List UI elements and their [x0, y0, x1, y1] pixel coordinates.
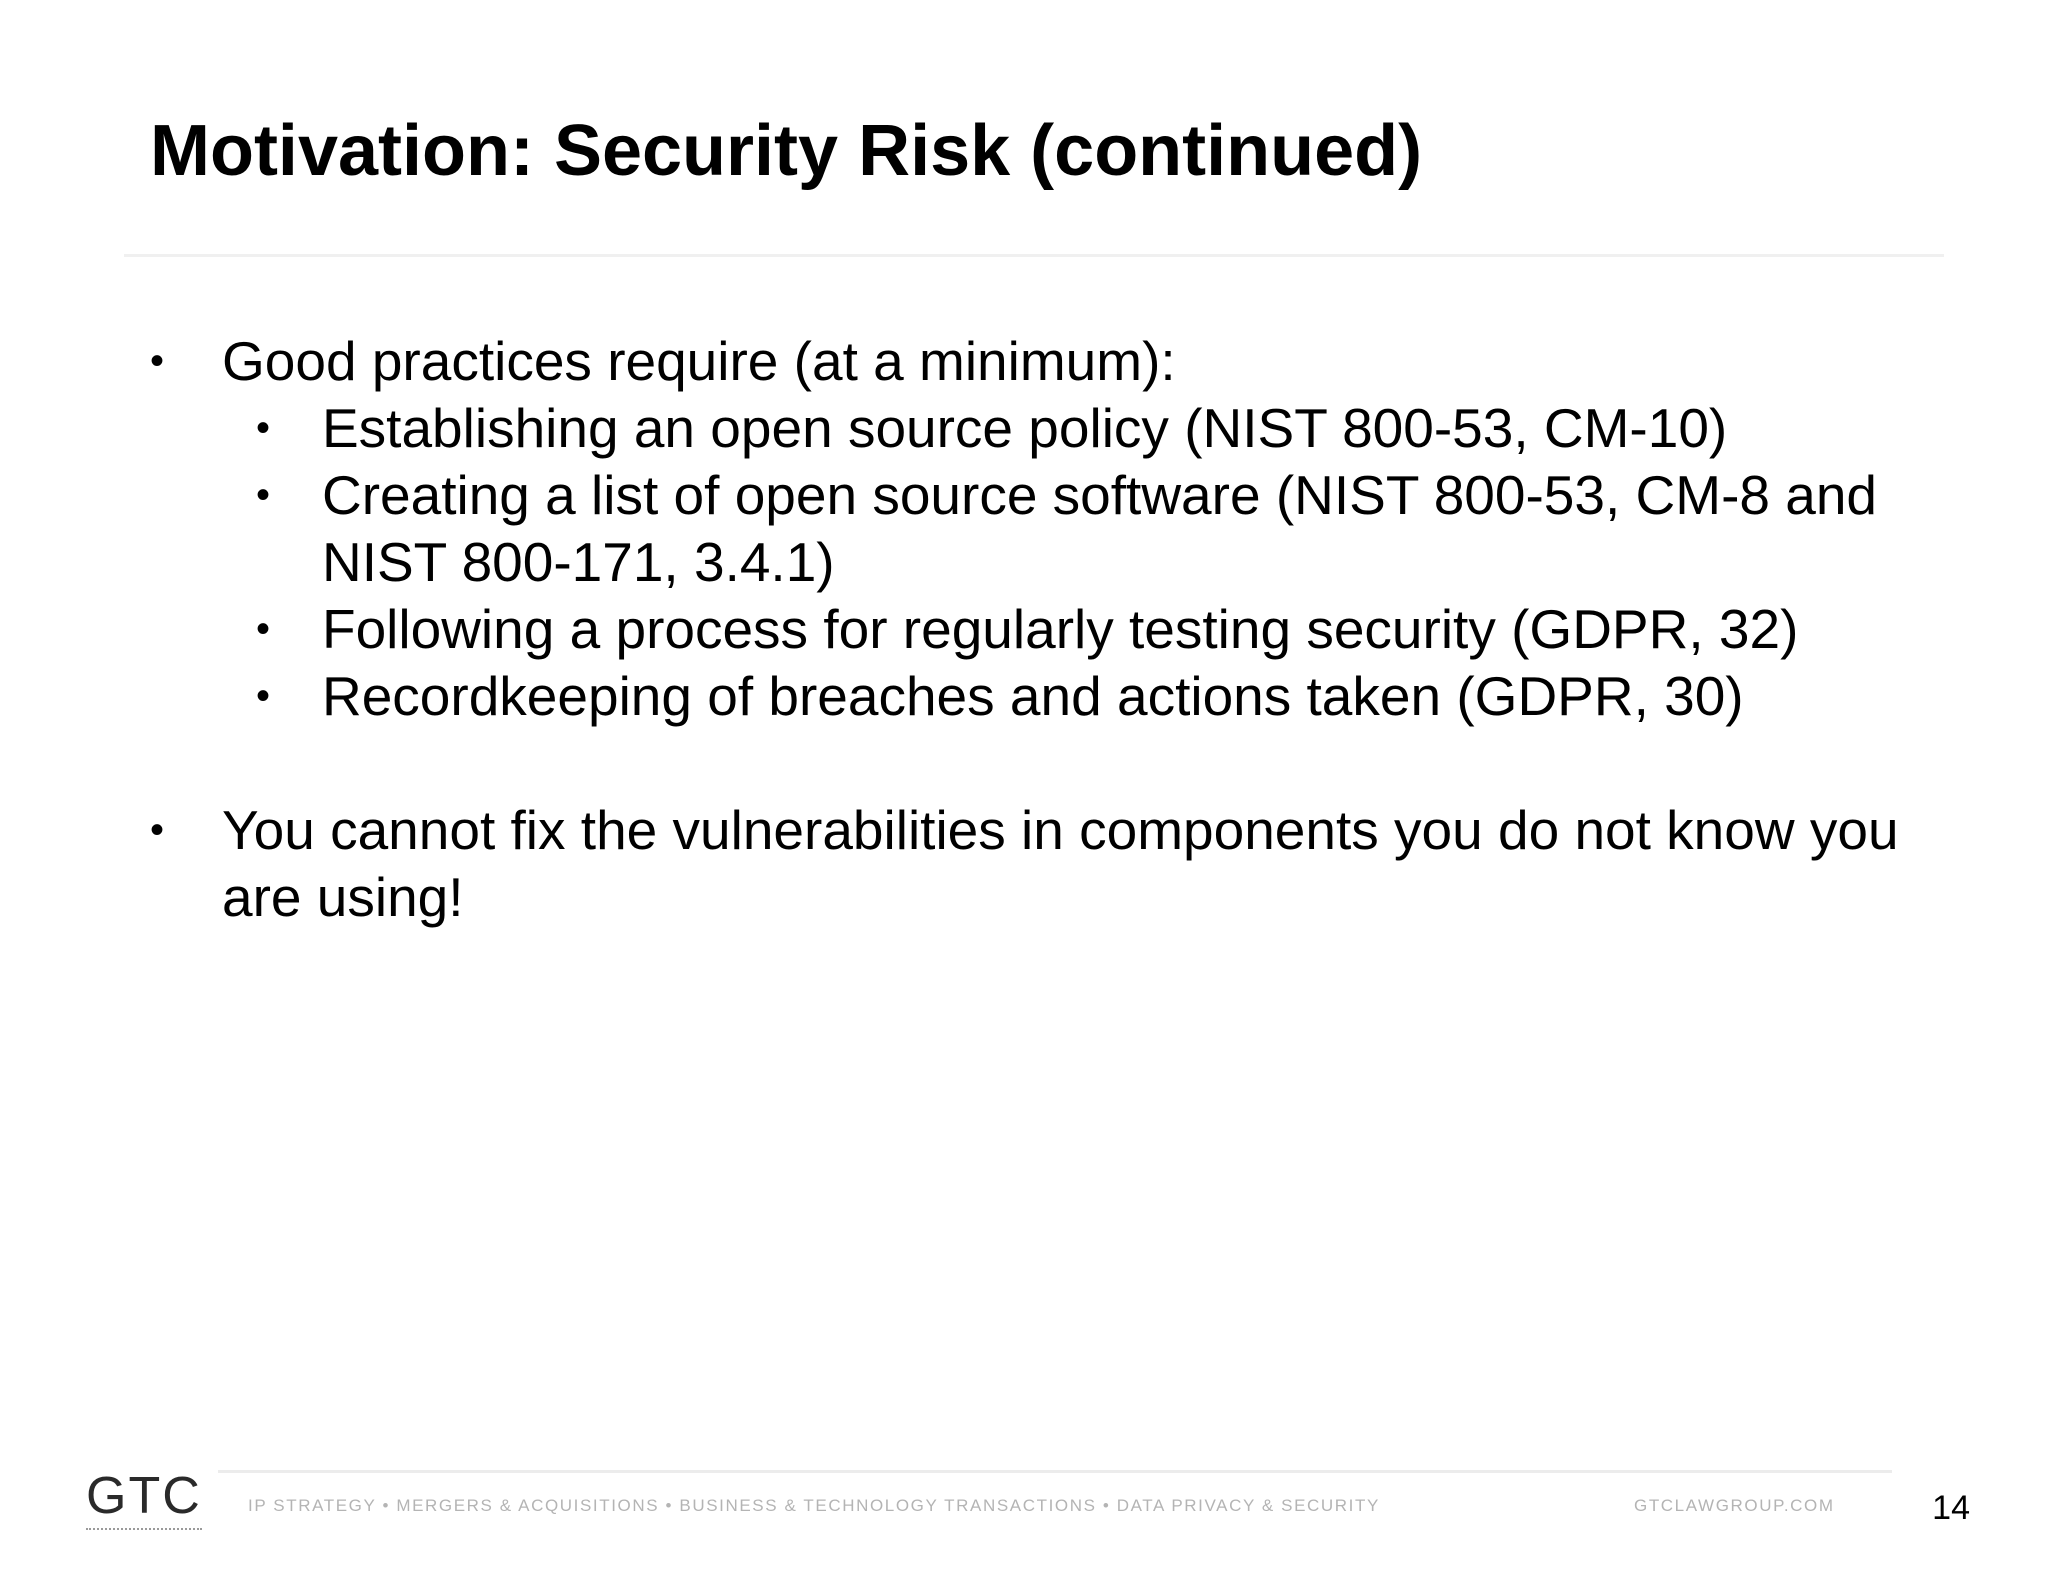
bullet-icon: •	[150, 339, 165, 383]
sub-bullet-list	[150, 395, 1970, 730]
page-number: 14	[1932, 1489, 1970, 1527]
bullet-icon: •	[256, 406, 271, 450]
sub-bullet-item	[150, 596, 1970, 663]
bullet-text: Good practices require (at a minimum):	[222, 330, 1176, 392]
sub-bullet-item	[150, 663, 1970, 730]
logo-subtitle-mark	[86, 1528, 202, 1534]
bullet-good-practices	[150, 328, 1970, 395]
bullet-cannot-fix	[150, 797, 1970, 931]
footer-website: GTCLAWGROUP.COM	[1634, 1496, 1835, 1515]
sub-bullet-text: Establishing an open source policy (NIST 800-53, CM-10)	[322, 397, 1728, 459]
logo-text: GTC	[86, 1467, 202, 1525]
sub-bullet-item	[150, 395, 1970, 462]
bullet-icon: •	[150, 808, 165, 852]
sub-bullet-text: Recordkeeping of breaches and actions taken (GDPR, 30)	[322, 665, 1744, 727]
title-divider	[124, 254, 1944, 257]
slide-title: Motivation: Security Risk (continued)	[150, 111, 1423, 191]
bullet-icon: •	[256, 607, 271, 651]
footer-divider	[218, 1470, 1892, 1473]
bullet-icon: •	[256, 473, 271, 517]
bullet-text: You cannot fix the vulnerabilities in components you do not know you are using!	[222, 799, 1899, 928]
footer-tagline: IP STRATEGY • MERGERS & ACQUISITIONS • BUSINESS & TECHNOLOGY TRANSACTIONS • DATA PRIVACY & SECURITY	[248, 1496, 1380, 1515]
bullet-icon: •	[256, 674, 271, 718]
slide-body	[150, 328, 1970, 931]
sub-bullet-text: Following a process for regularly testing security (GDPR, 32)	[322, 598, 1799, 660]
sub-bullet-item	[150, 462, 1970, 596]
bullet-spacer	[150, 730, 1970, 797]
gtc-logo	[86, 1467, 206, 1540]
sub-bullet-text: Creating a list of open source software (NIST 800-53, CM-8 and NIST 800-171, 3.4.1)	[322, 464, 1878, 593]
